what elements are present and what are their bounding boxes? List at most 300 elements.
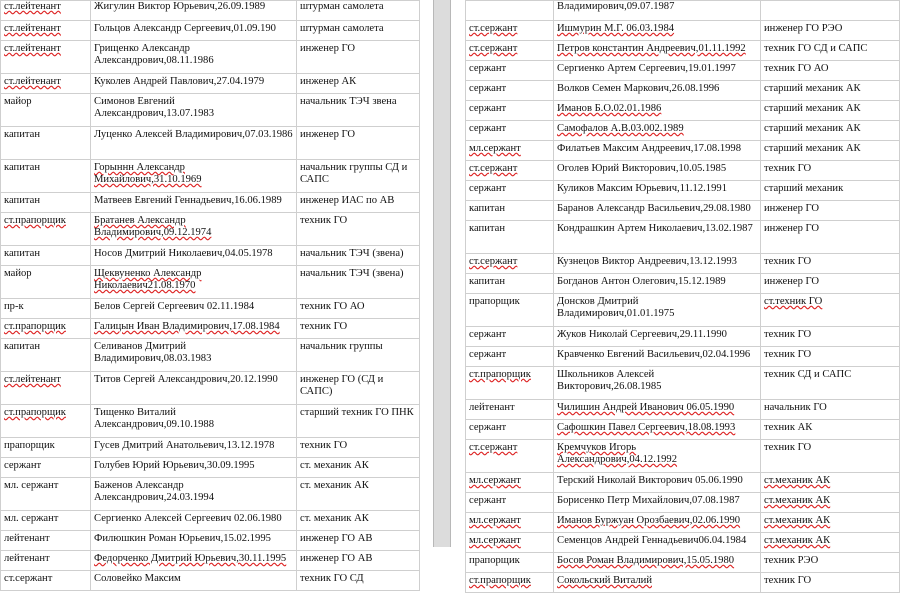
name-cell	[554, 553, 761, 573]
rank-text: сержант	[469, 329, 507, 340]
rank-cell	[1, 213, 91, 246]
name-cell	[554, 294, 761, 327]
rank-text: прапорщик	[4, 440, 55, 451]
rank-cell	[466, 553, 554, 573]
table-row	[1, 571, 420, 591]
role-cell	[761, 347, 900, 367]
name-cell	[91, 438, 297, 458]
name-text: Федорченко Дмитрий Юрьевич,30.11.1995	[94, 553, 287, 564]
rank-text: лейтенант	[4, 533, 50, 544]
rank-cell	[466, 400, 554, 420]
rank-text: мл.сержант	[469, 143, 521, 154]
name-text: Борисенко Петр Михайлович,07.08.1987	[557, 495, 740, 506]
role-text: ст. механик АК	[300, 513, 369, 524]
role-text: инженер АК	[300, 76, 357, 87]
name-cell	[554, 473, 761, 493]
table-row	[466, 440, 900, 473]
name-text: Самофалов А.В.03.002.1989	[557, 123, 684, 134]
name-cell	[91, 319, 297, 339]
name-cell	[554, 327, 761, 347]
table-row	[1, 478, 420, 511]
role-cell	[761, 221, 900, 254]
rank-text: ст.лейтенант	[4, 43, 61, 54]
role-cell	[297, 478, 420, 511]
rank-cell	[1, 339, 91, 372]
rank-text: капитан	[4, 162, 41, 173]
role-text: техник ГО	[764, 256, 812, 267]
name-cell	[554, 61, 761, 81]
rank-text: ст.лейтенант	[4, 23, 61, 34]
role-cell	[761, 1, 900, 21]
table-row	[466, 420, 900, 440]
name-cell	[554, 573, 761, 593]
name-text: Галицын Иван Владимирович,17.08.1984	[94, 321, 280, 332]
rank-text: ст.лейтенант	[4, 374, 61, 385]
role-text: ст.механик АК	[764, 515, 831, 526]
role-text: техник ГО	[300, 215, 348, 226]
name-text: Щеквуненко Александр Николаевич21.08.1970	[94, 268, 202, 291]
rank-cell	[466, 420, 554, 440]
rank-text: мл. сержант	[4, 513, 59, 524]
name-text: Богданов Антон Олегович,15.12.1989	[557, 276, 726, 287]
name-cell	[554, 367, 761, 400]
table-row	[1, 299, 420, 319]
role-text: техник ГО	[300, 440, 348, 451]
role-text: инженер ГО РЭО	[764, 23, 843, 34]
table-row	[1, 405, 420, 438]
name-text: Луценко Алексей Владимирович,07.03.1986	[94, 129, 293, 140]
role-cell	[297, 21, 420, 41]
role-cell	[297, 372, 420, 405]
name-cell	[554, 420, 761, 440]
name-cell	[91, 299, 297, 319]
table-row	[1, 94, 420, 127]
rank-cell	[466, 181, 554, 201]
name-cell	[91, 571, 297, 591]
name-text: Ишмурин М.Г. 06.03.1984	[557, 23, 675, 34]
rank-text: мл.сержант	[469, 475, 521, 486]
name-text: Белов Сергей Сергеевич 02.11.1984	[94, 301, 255, 312]
role-cell	[761, 327, 900, 347]
role-text: техник ГО	[764, 163, 812, 174]
rank-text: ст.лейтенант	[4, 1, 61, 12]
rank-text: сержант	[4, 460, 42, 471]
role-text: техник ГО СД и САПС	[764, 43, 868, 54]
table-row	[466, 21, 900, 41]
table-row	[466, 161, 900, 181]
name-text: Сафошкин Павел Сергеевич,18.08.1993	[557, 422, 736, 433]
table-row	[1, 372, 420, 405]
table-row	[1, 213, 420, 246]
rank-text: капитан	[469, 276, 506, 287]
role-cell	[761, 141, 900, 161]
rank-cell	[466, 347, 554, 367]
rank-cell	[1, 193, 91, 213]
name-text: Босов Роман Владимирович,15.05.1980	[557, 555, 735, 566]
table-row	[466, 221, 900, 254]
role-cell	[297, 511, 420, 531]
rank-text: ст.сержант	[469, 256, 518, 267]
table-row	[466, 573, 900, 593]
role-text: техник ГО	[300, 321, 348, 332]
role-text: штурман самолета	[300, 1, 384, 12]
name-text: Куколев Андрей Павлович,27.04.1979	[94, 76, 265, 87]
role-cell	[761, 61, 900, 81]
name-text: Симонов Евгений Александрович,13.07.1983	[94, 96, 215, 119]
rank-cell	[1, 478, 91, 511]
role-text: техник РЭО	[764, 555, 819, 566]
rank-cell	[466, 41, 554, 61]
name-cell	[91, 74, 297, 94]
rank-text: мл.сержант	[469, 515, 521, 526]
table-row	[466, 367, 900, 400]
role-text: ст.механик АК	[764, 475, 831, 486]
table-row	[466, 141, 900, 161]
name-text: Баженов Александр Александрович,24.03.1994	[94, 480, 215, 503]
role-text: старший механик АК	[764, 123, 861, 134]
rank-text: ст.прапорщик	[4, 407, 66, 418]
name-cell	[91, 246, 297, 266]
rank-text: капитан	[469, 223, 506, 234]
name-text: Грищенко Александр Александрович,08.11.1986	[94, 43, 214, 66]
name-cell	[91, 21, 297, 41]
role-text: техник ГО АО	[764, 63, 829, 74]
table-row	[1, 551, 420, 571]
role-text: ст.техник ГО	[764, 296, 823, 307]
rank-text: ст.прапорщик	[469, 369, 531, 380]
rank-cell	[1, 458, 91, 478]
role-cell	[761, 161, 900, 181]
role-text: техник ГО	[764, 442, 812, 453]
name-cell	[91, 405, 297, 438]
rank-cell	[466, 161, 554, 181]
name-cell	[91, 266, 297, 299]
rank-text: сержант	[469, 63, 507, 74]
rank-cell	[1, 531, 91, 551]
role-cell	[761, 493, 900, 513]
role-text: техник АК	[764, 422, 813, 433]
name-cell	[91, 94, 297, 127]
role-cell	[297, 339, 420, 372]
role-cell	[761, 81, 900, 101]
role-text: инженер ГО АВ	[300, 553, 373, 564]
name-cell	[554, 221, 761, 254]
name-text: Сергиенко Алексей Сергеевич 02.06.1980	[94, 513, 282, 524]
role-cell	[761, 513, 900, 533]
rank-text: сержант	[469, 422, 507, 433]
name-cell	[554, 101, 761, 121]
table-row	[466, 181, 900, 201]
name-text: Сергиенко Артем Сергеевич,19.01.1997	[557, 63, 736, 74]
table-row	[1, 339, 420, 372]
name-text: Петров константин Андреевич,01.11.1992	[557, 43, 746, 54]
name-text: Гольцов Александр Сергеевич,01.09.190	[94, 23, 276, 34]
role-cell	[761, 254, 900, 274]
name-cell	[554, 181, 761, 201]
name-text: Жигулин Виктор Юрьевич,26.09.1989	[94, 1, 266, 12]
rank-text: ст.лейтенант	[4, 76, 61, 87]
table-row	[1, 266, 420, 299]
rank-cell	[1, 21, 91, 41]
rank-text: ст.прапорщик	[4, 215, 66, 226]
role-text: ст.механик АК	[764, 495, 831, 506]
name-text: Селиванов Дмитрий Владимирович,08.03.1983	[94, 341, 212, 364]
name-cell	[91, 511, 297, 531]
rank-text: сержант	[469, 349, 507, 360]
table-row	[466, 1, 900, 21]
name-cell	[554, 161, 761, 181]
rank-cell	[466, 21, 554, 41]
name-text: Кондрашкин Артем Николаевич,13.02.1987	[557, 223, 753, 234]
rank-cell	[466, 81, 554, 101]
role-cell	[297, 458, 420, 478]
role-cell	[761, 473, 900, 493]
rank-cell	[466, 1, 554, 21]
rank-cell	[1, 319, 91, 339]
table-row	[1, 41, 420, 74]
role-cell	[761, 367, 900, 400]
role-text: инженер ГО	[764, 276, 820, 287]
role-text: инженер ГО	[300, 129, 356, 140]
role-text: штурман самолета	[300, 23, 384, 34]
name-cell	[91, 339, 297, 372]
rank-text: капитан	[4, 129, 41, 140]
rank-cell	[1, 94, 91, 127]
rank-text: ст.прапорщик	[4, 321, 66, 332]
rank-cell	[1, 266, 91, 299]
rank-text: ст.сержант	[469, 23, 518, 34]
rank-cell	[1, 160, 91, 193]
role-cell	[297, 127, 420, 160]
name-text: Сокольский Виталий	[557, 575, 652, 586]
rank-cell	[466, 274, 554, 294]
role-text: старший механик АК	[764, 103, 861, 114]
role-cell	[297, 405, 420, 438]
role-cell	[761, 181, 900, 201]
name-text: Соловейко Максим	[94, 573, 181, 584]
rank-cell	[466, 254, 554, 274]
rank-text: сержант	[469, 495, 507, 506]
name-cell	[91, 41, 297, 74]
table-row	[466, 41, 900, 61]
rank-cell	[466, 327, 554, 347]
rank-cell	[1, 74, 91, 94]
name-text: Терский Николай Викторович 05.06.1990	[557, 475, 743, 486]
role-text: начальник ТЭЧ звена	[300, 96, 397, 107]
name-text: Тищенко Виталий Александрович,09.10.1988	[94, 407, 215, 430]
name-cell	[554, 533, 761, 553]
name-text: Баранов Александр Васильевич,29.08.1980	[557, 203, 751, 214]
rank-text: лейтенант	[4, 553, 50, 564]
name-cell	[554, 274, 761, 294]
role-text: инженер ИАС по АВ	[300, 195, 395, 206]
role-text: инженер ГО	[764, 223, 820, 234]
table-row	[466, 533, 900, 553]
name-cell	[554, 513, 761, 533]
table-row	[466, 493, 900, 513]
name-text: Гусев Дмитрий Анатольевич,13.12.1978	[94, 440, 275, 451]
personnel-table-right	[465, 0, 900, 593]
rank-text: сержант	[469, 83, 507, 94]
name-text: Кремчуков Игорь Александрович,04.12.1992	[557, 442, 678, 465]
role-text: инженер ГО АВ	[300, 533, 373, 544]
table-row	[466, 201, 900, 221]
role-text: техник ГО АО	[300, 301, 365, 312]
name-cell	[554, 201, 761, 221]
role-cell	[761, 101, 900, 121]
rank-text: капитан	[4, 195, 41, 206]
name-cell	[554, 141, 761, 161]
role-cell	[761, 573, 900, 593]
name-cell	[91, 1, 297, 21]
rank-cell	[1, 246, 91, 266]
role-cell	[297, 246, 420, 266]
name-cell	[91, 551, 297, 571]
name-text: Филюшкин Роман Юрьевич,15.02.1995	[94, 533, 271, 544]
role-text: старший техник ГО ПНК	[300, 407, 414, 418]
rank-text: прапорщик	[469, 296, 520, 307]
table-row	[466, 274, 900, 294]
role-text: ст. механик АК	[300, 460, 369, 471]
role-cell	[761, 400, 900, 420]
rank-cell	[466, 61, 554, 81]
role-cell	[761, 201, 900, 221]
role-cell	[297, 319, 420, 339]
table-row	[1, 1, 420, 21]
name-cell	[91, 478, 297, 511]
table-row	[1, 458, 420, 478]
name-text: Донсков Дмитрий Владимирович,01.01.1975	[557, 296, 675, 319]
name-text: Братанев Александр Владимирович,09.12.1974	[94, 215, 212, 238]
name-text: Носов Дмитрий Николаевич,04.05.1978	[94, 248, 273, 259]
role-cell	[297, 41, 420, 74]
rank-cell	[1, 571, 91, 591]
rank-cell	[1, 299, 91, 319]
rank-cell	[1, 41, 91, 74]
name-text: Иманов Буржуан Орозбаевич,02.06.1990	[557, 515, 741, 526]
name-text: Матвеев Евгений Геннадьевич,16.06.1989	[94, 195, 282, 206]
page-gutter	[433, 0, 451, 547]
table-row	[466, 513, 900, 533]
rank-text: ст.сержант	[469, 442, 518, 453]
role-cell	[761, 420, 900, 440]
table-row	[466, 81, 900, 101]
personnel-table-left	[0, 0, 420, 591]
rank-cell	[466, 201, 554, 221]
table-row	[1, 21, 420, 41]
table-row	[1, 246, 420, 266]
role-text: техник ГО	[764, 349, 812, 360]
role-cell	[297, 213, 420, 246]
name-cell	[554, 440, 761, 473]
rank-text: мл. сержант	[4, 480, 59, 491]
table-row	[1, 511, 420, 531]
name-text: Филатьев Максим Андреевич,17.08.1998	[557, 143, 742, 154]
role-cell	[297, 571, 420, 591]
name-cell	[554, 254, 761, 274]
table-row	[466, 254, 900, 274]
name-cell	[91, 531, 297, 551]
table-row	[1, 160, 420, 193]
name-text: Кузнецов Виктор Андреевич,13.12.1993	[557, 256, 737, 267]
table-row	[466, 327, 900, 347]
role-cell	[297, 74, 420, 94]
rank-text: сержант	[469, 103, 507, 114]
role-text: инженер ГО	[764, 203, 820, 214]
rank-cell	[466, 513, 554, 533]
table-row	[1, 319, 420, 339]
rank-cell	[466, 294, 554, 327]
role-text: начальник группы СД и САПС	[300, 162, 408, 185]
rank-cell	[466, 473, 554, 493]
rank-cell	[1, 127, 91, 160]
rank-cell	[466, 493, 554, 513]
name-text: Куликов Максим Юрьевич,11.12.1991	[557, 183, 727, 194]
table-row	[466, 294, 900, 327]
role-text: ст.механик АК	[764, 535, 831, 546]
name-cell	[91, 127, 297, 160]
name-text: Чилишин Андрей Иванович 06.05.1990	[557, 402, 735, 413]
table-row	[466, 473, 900, 493]
name-text: Кравченко Евгений Васильевич,02.04.1996	[557, 349, 751, 360]
rank-cell	[466, 221, 554, 254]
name-text: Иманов Б.О.02.01.1986	[557, 103, 662, 114]
name-cell	[554, 493, 761, 513]
name-cell	[554, 1, 761, 21]
rank-cell	[466, 440, 554, 473]
role-text: инженер ГО (СД и САПС)	[300, 374, 384, 397]
name-cell	[554, 400, 761, 420]
role-cell	[297, 266, 420, 299]
rank-text: ст.сержант	[4, 573, 53, 584]
role-text: старший механик	[764, 183, 844, 194]
name-cell	[554, 347, 761, 367]
role-cell	[761, 533, 900, 553]
rank-cell	[1, 438, 91, 458]
name-cell	[554, 21, 761, 41]
role-cell	[297, 438, 420, 458]
rank-text: сержант	[469, 123, 507, 134]
name-text: Голубев Юрий Юрьевич,30.09.1995	[94, 460, 255, 471]
table-row	[1, 193, 420, 213]
rank-text: сержант	[469, 183, 507, 194]
role-text: техник ГО	[764, 575, 812, 586]
name-text: Оголев Юрий Викторович,10.05.1985	[557, 163, 727, 174]
rank-text: майор	[4, 268, 32, 279]
role-cell	[297, 160, 420, 193]
table-row	[1, 438, 420, 458]
name-text: Горыннн Александр Михайлович,31.10.1969	[94, 162, 202, 185]
rank-text: мл.сержант	[469, 535, 521, 546]
role-text: инженер ГО	[300, 43, 356, 54]
rank-cell	[466, 573, 554, 593]
name-text: Школьников Алексей Викторович,26.08.1985	[557, 369, 662, 392]
role-text: техник ГО СД	[300, 573, 364, 584]
name-cell	[554, 41, 761, 61]
rank-cell	[466, 121, 554, 141]
name-cell	[91, 213, 297, 246]
role-cell	[761, 294, 900, 327]
role-cell	[297, 299, 420, 319]
role-text: техник ГО	[764, 329, 812, 340]
role-cell	[297, 193, 420, 213]
name-text: Жуков Николай Сергеевич,29.11.1990	[557, 329, 727, 340]
role-cell	[761, 553, 900, 573]
name-cell	[91, 458, 297, 478]
name-text: Волков Семен Маркович,26.08.1996	[557, 83, 720, 94]
rank-cell	[466, 141, 554, 161]
role-cell	[761, 440, 900, 473]
